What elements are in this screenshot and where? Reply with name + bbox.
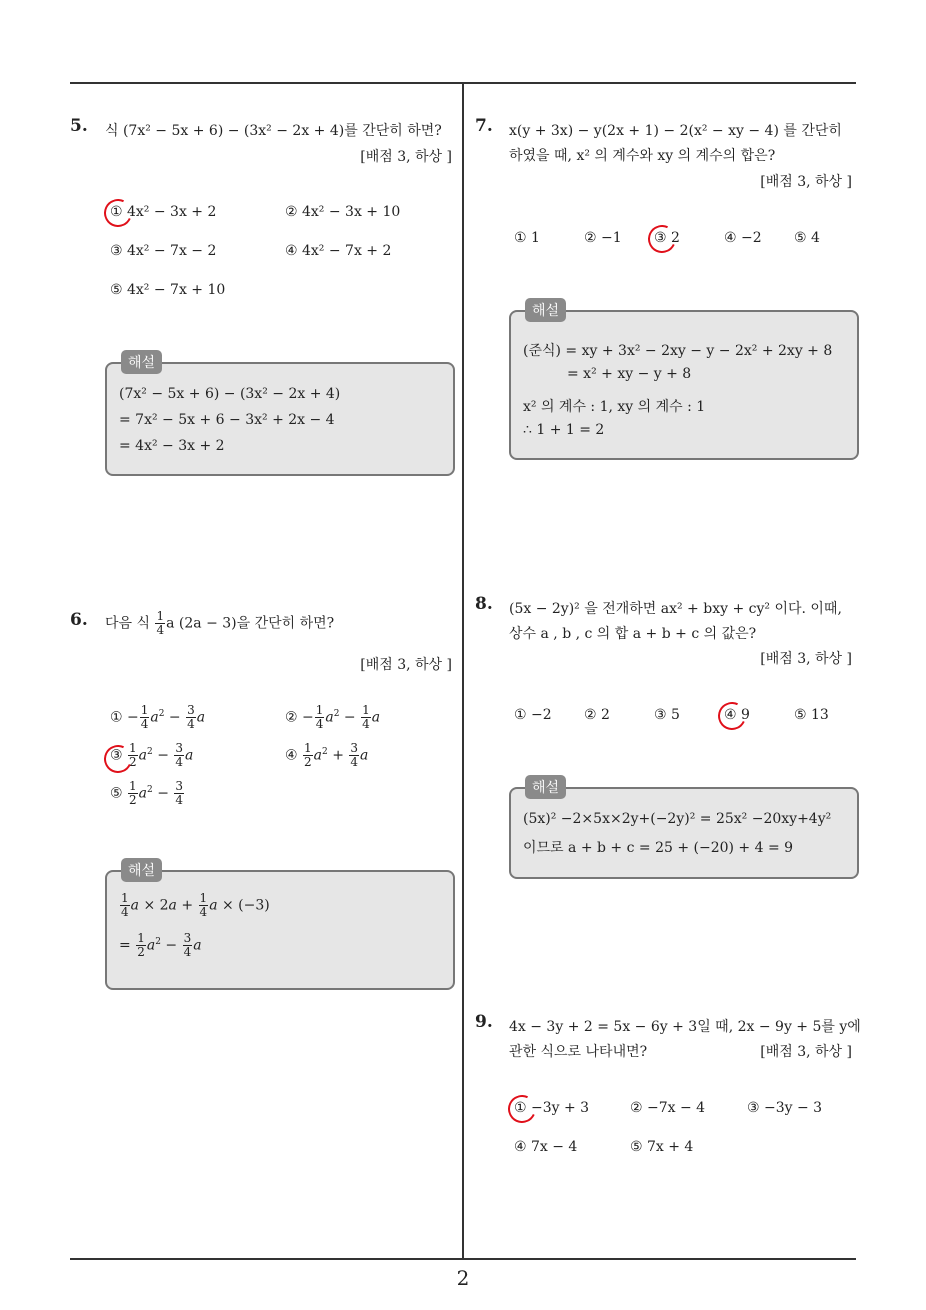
solution-tag: 해설 [121,350,162,374]
choice-3[interactable]: ③ 4x² − 7x − 2 [110,243,217,259]
question-number: 9. [475,1012,493,1032]
score-label: [배점 3, 하상 ] [760,651,852,667]
choice-1[interactable]: ① −3y + 3 [514,1100,589,1116]
choice-1[interactable]: ① −2 [514,707,552,723]
solution-box [509,780,859,879]
question-text: (5x − 2y)² 을 전개하면 ax² + bxy + cy² 이다. 이때, [509,601,842,617]
choice-5[interactable]: ⑤ $\frac{1}{2}$ $a^2$ − $\frac{3}{4}$ [110,779,184,807]
choice-1[interactable]: ① − $\frac{1}{4}$ $a^2$ − $\frac{3}{4}$ a [110,703,206,731]
fraction: $\frac{1}{4}$ [156,609,165,637]
score-label: [배점 3, 하상 ] [360,657,452,673]
question-text: 4x − 3y + 2 = 5x − 6y + 3일 때, 2x − 9y + 5를 y에 [509,1019,861,1035]
score-label: [배점 3, 하상 ] [760,174,852,190]
choice-2[interactable]: ② − $\frac{1}{4}$ $a^2$ − $\frac{1}{4}$ a [285,703,381,731]
page-number: 2 [456,1266,470,1290]
choice-4[interactable]: ④ 7x − 4 [514,1139,578,1155]
solution-box [105,863,455,990]
choice-4[interactable]: ④ 9 [724,707,750,723]
solution-line: x² 의 계수 : 1, xy 의 계수 : 1 [523,399,706,415]
solution-line: $\frac{1}{4}$ a × 2a + $\frac{1}{4}$ a × (−3) [121,891,270,919]
question-text: 하였을 때, x² 의 계수와 xy 의 계수의 합은? [509,148,776,164]
question-number: 6. [70,610,88,630]
solution-line: ∴ 1 + 1 = 2 [523,422,605,438]
choice-1[interactable]: ① 1 [514,230,540,246]
choice-3[interactable]: ③ 2 [654,230,680,246]
solution-line: 이므로 a + b + c = 25 + (−20) + 4 = 9 [523,840,794,856]
question-number: 8. [475,594,493,614]
bottom-rule [70,1258,856,1260]
choice-2[interactable]: ② 4x² − 3x + 10 [285,204,401,220]
question-number: 5. [70,116,88,136]
solution-tag: 해설 [525,775,566,799]
choice-5[interactable]: ⑤ 4x² − 7x + 10 [110,282,226,298]
solution-line: (준식) = xy + 3x² − 2xy − y − 2x² + 2xy + 8 [523,343,833,359]
choice-3[interactable]: ③ $\frac{1}{2}$ $a^2$ − $\frac{3}{4}$ a [110,742,193,769]
question-text: 관한 식으로 나타내면? [509,1044,648,1060]
choice-5[interactable]: ⑤ 13 [794,707,829,723]
choice-3[interactable]: ③ 5 [654,707,680,723]
solution-box [105,355,455,476]
choice-2[interactable]: ② −1 [584,230,622,246]
question-text: 다음 식 $\frac{1}{4}$ a (2a − 3)을 간단히 하면? [105,609,335,637]
score-label: [배점 3, 하상 ] [760,1044,852,1060]
solution-box [509,303,859,460]
score-label: [배점 3, 하상 ] [360,149,452,165]
solution-line: = x² + xy − y + 8 [567,366,692,382]
solution-tag: 해설 [525,298,566,322]
solution-line: (7x² − 5x + 6) − (3x² − 2x + 4) [119,386,341,402]
question-number: 7. [475,116,493,136]
solution-line: = 7x² − 5x + 6 − 3x² + 2x − 4 [119,412,335,428]
choice-4[interactable]: ④ −2 [724,230,762,246]
question-text: x(y + 3x) − y(2x + 1) − 2(x² − xy − 4) 를 간단히 [509,123,842,139]
choice-1[interactable]: ① 4x² − 3x + 2 [110,204,216,220]
choice-3[interactable]: ③ −3y − 3 [747,1100,823,1116]
question-text: 상수 a , b , c 의 합 a + b + c 의 값은? [509,626,757,642]
choice-4[interactable]: ④ $\frac{1}{2}$ $a^2$ + $\frac{3}{4}$ a [285,741,369,769]
choice-5[interactable]: ⑤ 4 [794,230,820,246]
question-text: 식 (7x² − 5x + 6) − (3x² − 2x + 4)를 간단히 하면? [105,123,442,139]
choice-5[interactable]: ⑤ 7x + 4 [630,1139,694,1155]
solution-line: (5x)² −2×5x×2y+(−2y)² = 25x² −20xy+4y² [523,811,832,827]
choice-4[interactable]: ④ 4x² − 7x + 2 [285,243,392,259]
solution-line: = $\frac{1}{2}$ $a^2$ − $\frac{3}{4}$ a [119,931,202,959]
column-divider [462,82,464,1260]
choice-2[interactable]: ② −7x − 4 [630,1100,706,1116]
choice-2[interactable]: ② 2 [584,707,610,723]
solution-line: = 4x² − 3x + 2 [119,438,225,454]
solution-tag: 해설 [121,858,162,882]
